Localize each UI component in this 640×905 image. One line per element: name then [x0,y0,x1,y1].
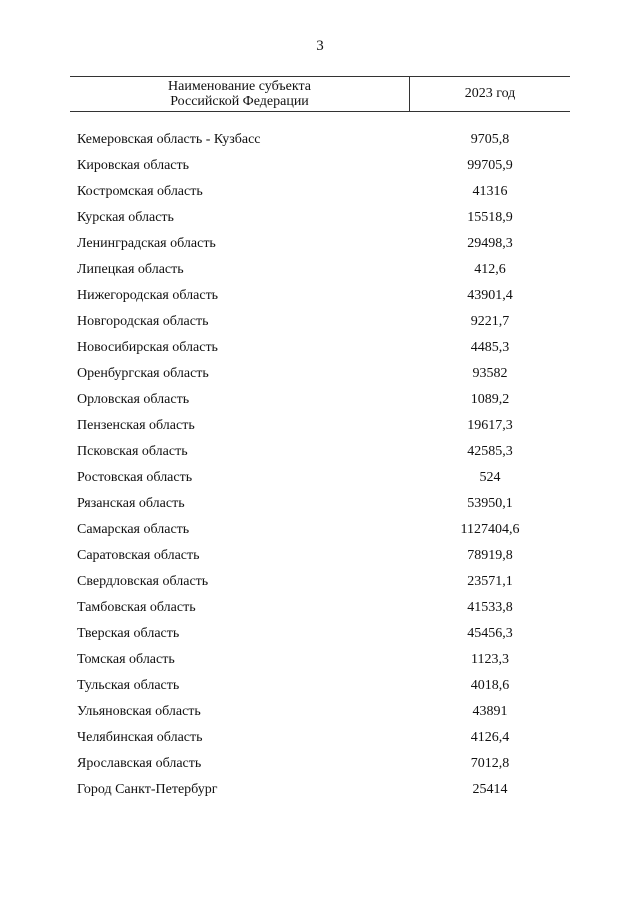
value-cell: 412,6 [474,262,506,277]
table-row [70,257,570,283]
region-name-cell: Новгородская область [77,314,209,329]
value-cell: 7012,8 [470,756,510,771]
table-row [70,361,570,387]
region-name-cell: Оренбургская область [77,366,209,381]
header-region-line1: Наименование субъекта [168,79,311,94]
region-name-cell: Челябинская область [77,730,203,745]
region-name-cell: Пензенская область [77,418,195,433]
value-cell: 19617,3 [467,418,513,433]
region-name-cell: Тамбовская область [77,600,196,615]
value-cell: 4485,3 [470,340,510,355]
table-row [70,335,570,361]
value-cell: 45456,3 [467,626,513,641]
region-name-cell: Ленинградская область [77,236,216,251]
table-row [70,309,570,335]
region-name-cell: Свердловская область [77,574,209,589]
region-name-cell: Саратовская область [77,548,200,563]
page-number: 3 [316,38,324,54]
value-cell: 1089,2 [470,392,510,407]
table-row [70,179,570,205]
table-row [70,517,570,543]
value-cell: 9705,8 [470,132,510,147]
region-name-cell: Липецкая область [77,262,184,277]
table-row [70,777,570,803]
region-name-cell: Ярославская область [77,756,202,771]
table-row [70,413,570,439]
value-cell: 25414 [472,782,508,797]
table-row [70,205,570,231]
header-region-line2: Российской Федерации [170,94,309,109]
table-row [70,725,570,751]
value-cell: 93582 [472,366,508,381]
table-row [70,153,570,179]
region-name-cell: Город Санкт-Петербург [77,782,218,797]
region-name-cell: Кировская область [77,158,190,173]
value-cell: 43891 [472,704,508,719]
value-cell: 1127404,6 [460,522,520,537]
table-header [70,76,570,112]
region-name-cell: Нижегородская область [77,288,219,303]
value-cell: 43901,4 [467,288,513,303]
table-row [70,127,570,153]
region-name-cell: Костромская область [77,184,203,199]
region-name-cell: Тверская область [77,626,180,641]
value-cell: 9221,7 [470,314,510,329]
region-name-cell: Тульская область [77,678,180,693]
table-row [70,751,570,777]
table-row [70,595,570,621]
region-name-cell: Самарская область [77,522,190,537]
value-cell: 78919,8 [467,548,513,563]
region-name-cell: Новосибирская область [77,340,218,355]
table-row [70,439,570,465]
value-cell: 15518,9 [467,210,513,225]
table-row [70,465,570,491]
region-name-cell: Псковская область [77,444,188,459]
table-row [70,491,570,517]
table-body [70,127,570,803]
table-row [70,569,570,595]
region-name-cell: Курская область [77,210,174,225]
region-name-cell: Кемеровская область - Кузбасс [77,132,261,147]
value-cell: 4126,4 [470,730,510,745]
value-cell: 4018,6 [470,678,510,693]
value-cell: 1123,3 [471,652,509,667]
value-cell: 53950,1 [467,496,513,511]
value-cell: 524 [479,470,501,485]
table-row [70,699,570,725]
table-row [70,647,570,673]
header-region-column [70,77,410,111]
region-name-cell: Томская область [77,652,175,667]
header-year-column: 2023 год [464,86,516,101]
data-table [70,76,570,803]
region-name-cell: Орловская область [77,392,190,407]
table-row [70,621,570,647]
table-row [70,543,570,569]
table-row [70,231,570,257]
region-name-cell: Ростовская область [77,470,193,485]
table-row [70,283,570,309]
region-name-cell: Рязанская область [77,496,185,511]
value-cell: 41316 [472,184,508,199]
value-cell: 29498,3 [467,236,513,251]
value-cell: 41533,8 [467,600,513,615]
table-row [70,387,570,413]
region-name-cell: Ульяновская область [77,704,201,719]
value-cell: 23571,1 [467,574,513,589]
table-row [70,673,570,699]
value-cell: 99705,9 [467,158,513,173]
value-cell: 42585,3 [467,444,513,459]
